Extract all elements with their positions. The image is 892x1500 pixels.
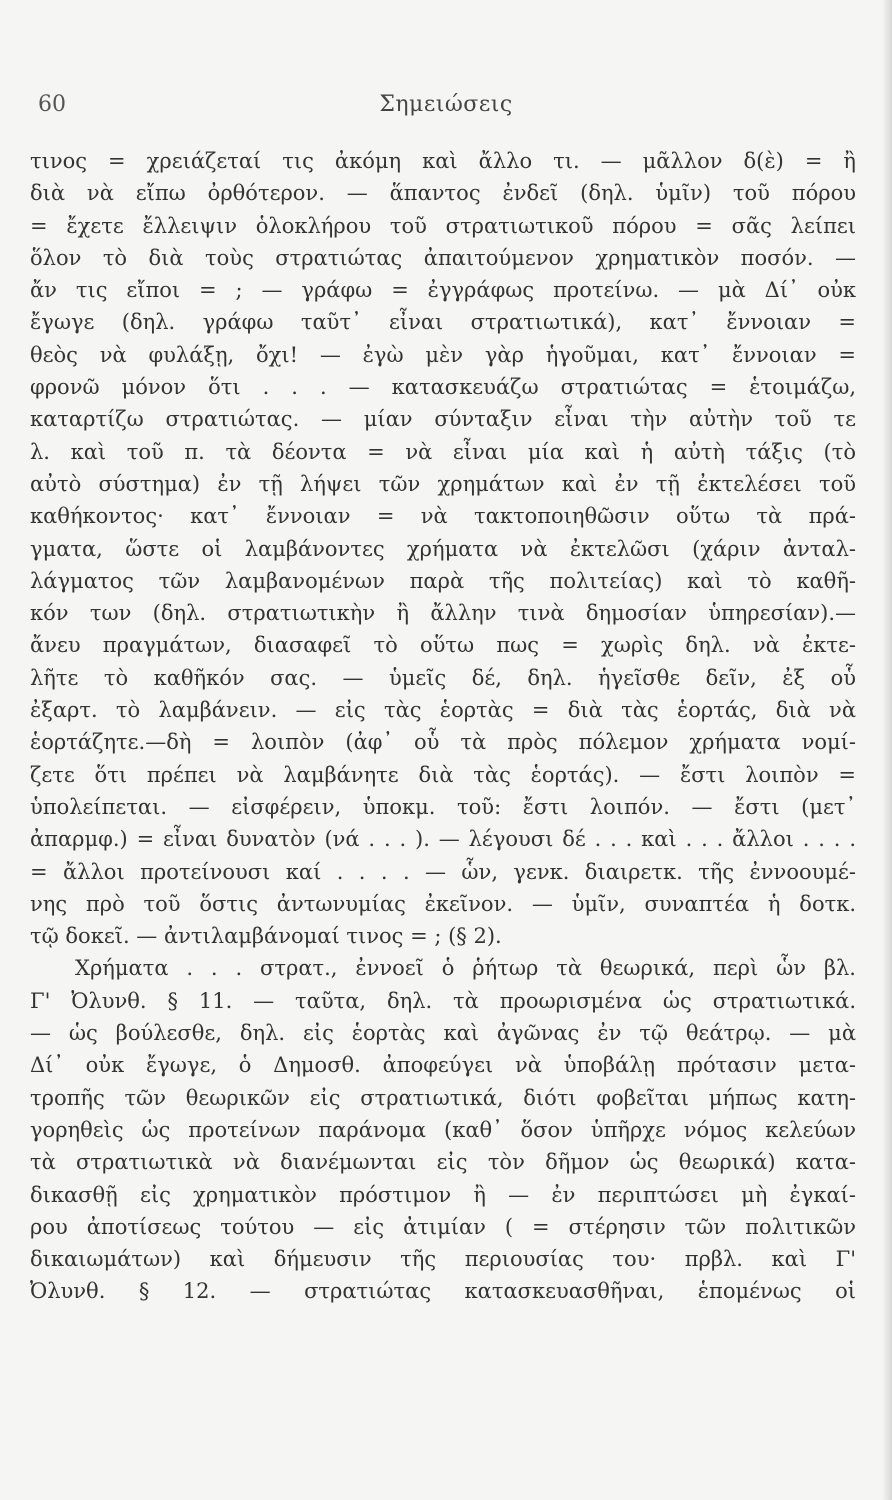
text-line: ἔγωγε (δηλ. γράφω ταῦτ᾽ εἶναι στρατιωτικά), κατ᾽ ἔννοιαν = <box>30 310 856 335</box>
text-line: ρου ἀποτίσεως τούτου — εἰς ἀτιμίαν ( = στέρησιν τῶν πολιτικῶν <box>30 1214 856 1239</box>
text-line: ζετε ὅτι πρέπει νὰ λαμβάνητε διὰ τὰς ἑορτάς). — ἔστι λοιπὸν = <box>30 762 856 787</box>
text-line: φρονῶ μόνον ὅτι . . . — κατασκευάζω στρατιώτας = ἑτοιμάζω, <box>30 375 856 400</box>
text-line: τὰ στρατιωτικὰ νὰ διανέμωνται εἰς τὸν δῆμον ὡς θεωρικά) κατα- <box>30 1150 856 1175</box>
text-line: ὑπολείπεται. — εἰσφέρειν, ὑποκμ. τοῦ: ἔστι λοιπόν. — ἔστι (μετ᾽ <box>30 794 856 819</box>
text-line: δικαιωμάτων) καὶ δήμευσιν τῆς περιουσίας του· πρβλ. καὶ Γ' <box>30 1247 856 1272</box>
text-line: ἑορτάζητε.—δὴ = λοιπὸν (ἀφ᾽ οὗ τὰ πρὸς πόλεμον χρήματα νομί- <box>30 730 856 755</box>
text-line: κόν των (δηλ. στρατιωτικὴν ἢ ἄλλην τινὰ δημοσίαν ὑπηρεσίαν).— <box>30 601 856 626</box>
text-line: λῆτε τὸ καθῆκόν σας. — ὑμεῖς δέ, δηλ. ἡγεῖσθε δεῖν, ἐξ οὗ <box>30 665 856 690</box>
text-line: διὰ νὰ εἴπω ὀρθότερον. — ἅπαντος ἐνδεῖ (δηλ. ὑμῖν) τοῦ πόρου <box>30 181 856 206</box>
text-line: — ὡς βούλεσθε, δηλ. εἰς ἑορτὰς καὶ ἀγῶνας ἐν τῷ θεάτρῳ. — μὰ <box>30 1021 856 1046</box>
text-line: ἄν τις εἴποι = ; — γράφω = ἐγγράφως προτείνω. — μὰ Δί᾽ οὐκ <box>30 278 856 303</box>
text-line: ἄνευ πραγμάτων, διασαφεῖ τὸ οὕτω πως = χωρὶς δηλ. νὰ ἐκτε- <box>30 633 856 658</box>
text-line: Ὀλυνθ. § 12. — στρατιώτας κατασκευασθῆναι, ἑπομένως οἱ <box>30 1279 856 1304</box>
scan-shadow-edge <box>882 0 892 1500</box>
text-line: αὐτὸ σύστημα) ἐν τῇ λήψει τῶν χρημάτων καὶ ἐν τῇ ἐκτελέσει τοῦ <box>30 471 856 496</box>
text-line: τινος = χρειάζεταί τις ἀκόμη καὶ ἄλλο τι. — μᾶλλον δ(ὲ) = ἢ <box>30 149 856 173</box>
text-line: γματα, ὥστε οἱ λαμβάνοντες χρήματα νὰ ἐκτελῶσι (χάριν ἀνταλ- <box>30 536 856 561</box>
text-line: Δί᾽ οὐκ ἔγωγε, ὁ Δημοσθ. ἀποφεύγει νὰ ὑποβάλῃ πρότασιν μετα- <box>30 1053 856 1078</box>
text-line: λάγματος τῶν λαμβανομένων παρὰ τῆς πολιτείας) καὶ τὸ καθῆ- <box>30 568 856 593</box>
running-title: Σημειώσεις <box>379 92 513 117</box>
text-line: δικασθῇ εἰς χρηματικὸν πρόστιμον ἢ — ἐν περιπτώσει μὴ ἐγκαί- <box>30 1182 856 1207</box>
text-line: νης πρὸ τοῦ ὅστις ἀντωνυμίας ἐκεῖνον. — ὑμῖν, συναπτέα ἡ δοτκ. <box>30 891 856 916</box>
text-line: θεὸς νὰ φυλάξῃ, ὄχι! — ἐγὼ μὲν γὰρ ἡγοῦμαι, κατ᾽ ἔννοιαν = <box>30 342 856 367</box>
notes-body <box>30 145 856 1308</box>
text-line: Χρήματα . . . στρατ., ἐννοεῖ ὁ ῥήτωρ τὰ θεωρικά, περὶ ὧν βλ. <box>75 956 856 981</box>
text-line: λ. καὶ τοῦ π. τὰ δέοντα = νὰ εἶναι μία καὶ ἡ αὐτὴ τάξις (τὸ <box>30 439 856 464</box>
page-number: 60 <box>38 92 66 117</box>
text-line: ἀπαρμφ.) = εἶναι δυνατὸν (νά . . . ). — λέγουσι δέ . . . καὶ . . . ἄλλοι . . . . <box>30 827 856 852</box>
text-line: ὅλον τὸ διὰ τοὺς στρατιώτας ἀπαιτούμενον χρηματικὸν ποσόν. — <box>30 245 856 270</box>
text-line: Γ' Ὀλυνθ. § 11. — ταῦτα, δηλ. τὰ προωρισμένα ὡς στρατιωτικά. <box>30 988 856 1013</box>
running-head <box>30 92 862 126</box>
text-line: τῷ δοκεῖ. — ἀντιλαμβάνομαί τινος = ; (§ 2). <box>30 924 502 949</box>
text-line: καταρτίζω στρατιώτας. — μίαν σύνταξιν εἶναι τὴν αὐτὴν τοῦ τε <box>30 407 856 432</box>
text-line: καθήκοντος· κατ᾽ ἔννοιαν = νὰ τακτοποιηθῶσιν οὕτω τὰ πρά- <box>30 504 856 529</box>
text-line: = ἔχετε ἔλλειψιν ὁλοκλήρου τοῦ στρατιωτικοῦ πόρου = σᾶς λείπει <box>30 213 856 238</box>
text-line: τροπῆς τῶν θεωρικῶν εἰς στρατιωτικά, διότι φοβεῖται μήπως κατη- <box>30 1085 856 1110</box>
text-line: γορηθεὶς ὡς προτείνων παράνομα (καθ᾽ ὅσον ὑπῆρχε νόμος κελεύων <box>30 1117 856 1142</box>
text-line: = ἄλλοι προτείνουσι καί . . . . — ὧν, γενκ. διαιρετκ. τῆς ἐννοουμέ- <box>30 859 856 884</box>
text-line: ἐξαρτ. τὸ λαμβάνειν. — εἰς τὰς ἑορτὰς = διὰ τὰς ἑορτάς, διὰ νὰ <box>30 698 856 723</box>
